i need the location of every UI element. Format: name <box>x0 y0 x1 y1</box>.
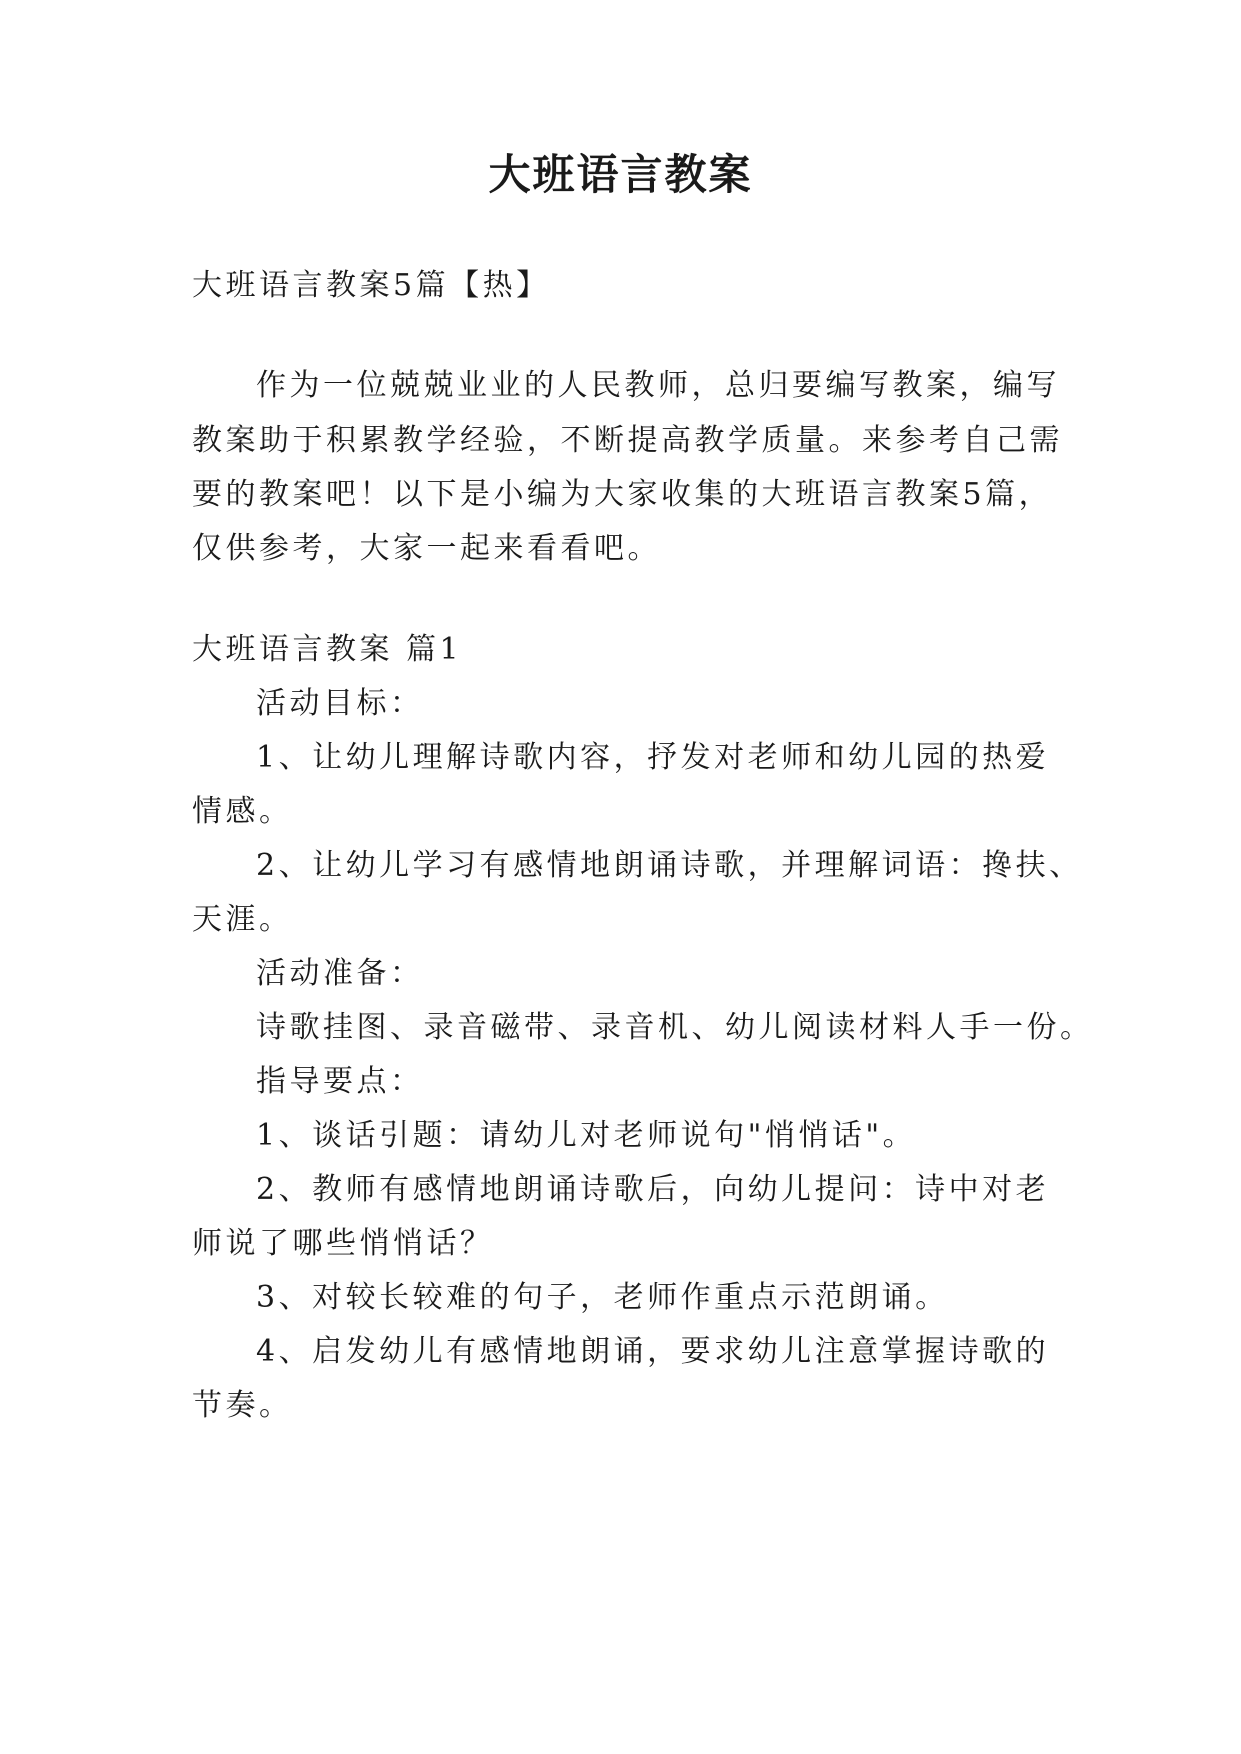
body-line: 2、教师有感情地朗诵诗歌后，向幼儿提问：诗中对老 <box>256 1172 1050 1207</box>
body-line: 3、对较长较难的句子，老师作重点示范朗诵。 <box>256 1280 949 1315</box>
body-line: 天涯。 <box>192 902 293 937</box>
body-line: 活动准备： <box>256 956 424 991</box>
document-title: 大班语言教案 <box>488 150 753 199</box>
body-line: 4、启发幼儿有感情地朗诵，要求幼儿注意掌握诗歌的 <box>256 1334 1050 1369</box>
body-line: 2、让幼儿学习有感情地朗诵诗歌，并理解词语：搀扶、 <box>256 848 1083 883</box>
body-line: 1、让幼儿理解诗歌内容，抒发对老师和幼儿园的热爱 <box>256 740 1050 775</box>
body-line: 师说了哪些悄悄话？ <box>192 1226 494 1261</box>
intro-line: 作为一位兢兢业业的人民教师，总归要编写教案，编写 <box>256 368 1060 403</box>
body-line: 指导要点： <box>256 1064 424 1099</box>
body-line: 节奏。 <box>192 1388 293 1423</box>
body-line: 情感。 <box>192 794 293 829</box>
section-heading: 大班语言教案 篇1 <box>192 632 463 667</box>
body-line: 诗歌挂图、录音磁带、录音机、幼儿阅读材料人手一份。 <box>256 1010 1094 1045</box>
document-subtitle: 大班语言教案5篇【热】 <box>192 268 550 303</box>
intro-line: 要的教案吧！以下是小编为大家收集的大班语言教案5篇， <box>192 477 1053 512</box>
intro-line: 教案助于积累教学经验，不断提高教学质量。来参考自己需 <box>192 423 1063 458</box>
body-line: 活动目标： <box>256 686 424 721</box>
intro-line: 仅供参考，大家一起来看看吧。 <box>192 531 661 566</box>
body-line: 1、谈话引题：请幼儿对老师说句"悄悄话"。 <box>256 1118 917 1153</box>
